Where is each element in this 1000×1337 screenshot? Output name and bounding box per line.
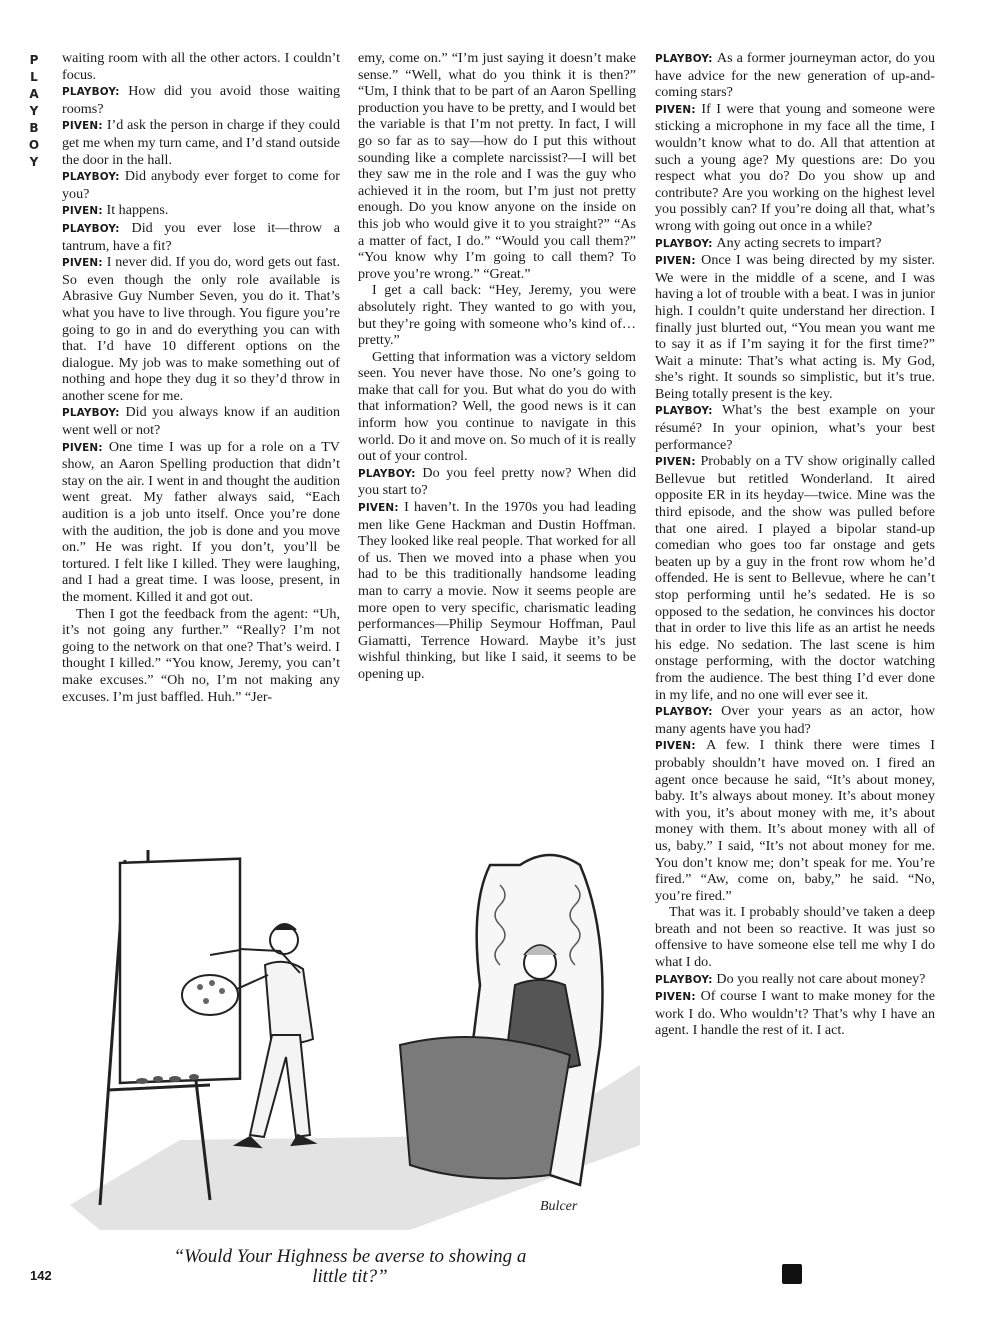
interview-paragraph xyxy=(62,220,340,254)
speaker-label: PIVEN: xyxy=(655,255,696,268)
cartoonist-signature: Bulcer xyxy=(540,1199,578,1214)
side-brand-letter: P xyxy=(29,53,39,67)
text-column-1 xyxy=(62,50,340,705)
canvas-board xyxy=(120,859,240,1083)
interview-paragraph xyxy=(655,453,935,703)
interview-paragraph xyxy=(358,50,636,282)
page-number: 142 xyxy=(30,1268,52,1283)
cartoon-illustration xyxy=(60,805,640,1230)
speaker-label: PLAYBOY: xyxy=(655,706,713,719)
paragraph-text: It happens. xyxy=(106,202,169,219)
interview-paragraph xyxy=(62,404,340,438)
interview-paragraph xyxy=(358,282,636,348)
interview-paragraph xyxy=(655,904,935,970)
speaker-label: PLAYBOY: xyxy=(62,171,120,184)
text-column-3 xyxy=(655,50,935,1039)
side-brand-letter: L xyxy=(30,70,38,84)
side-brand-letter: O xyxy=(28,138,40,152)
interview-paragraph xyxy=(358,499,636,683)
interview-paragraph xyxy=(62,202,340,220)
paragraph-text: emy, come on.” “I’m just saying it doesn’t make sense.” “Well, what do you think it is then?” “Um, I think that to be part of an Aaron Spelling production you have to be pretty, and I would bet the variable is that I’m not pretty. In fact, I will go so far as to say—how do I put this without sounding like a complete narcissist?—I will bet they saw me in the role and I was the guy who achieved it in the room, but I’m just not pretty enough. Do you know anyone on the inside on this job who would give it to you straight?” “As a matter of fact, I do.” “Would you call them?” “You know why I’m going to call them? To prove you’re wrong.” “Great.” xyxy=(358,50,636,282)
interview-paragraph xyxy=(62,254,340,404)
paragraph-text: I’d ask the person in charge if they could get me when my turn came, and I’d stand outside the door in the hall. xyxy=(62,117,340,168)
speaker-label: PLAYBOY: xyxy=(655,237,713,250)
speaker-label: PIVEN: xyxy=(655,456,696,469)
paragraph-text: Of course I want to make money for the work I do. Who wouldn’t? That’s why I have an agent. I handle the rest of it. I act. xyxy=(655,988,935,1039)
paragraph-text: How did you avoid those waiting rooms? xyxy=(62,83,340,117)
interview-paragraph xyxy=(62,83,340,117)
speaker-label: PLAYBOY: xyxy=(62,86,120,99)
paragraph-text: If I were that young and someone were sticking a microphone in my face all the time, I wouldn’t know what to do. All that attention at such a young age? My questions are: Do you respect what you do? Do you show up and contribute? Are you working on the highest level you possibly can? If you’re doing all that, what’s wrong with going out once in a while? xyxy=(655,100,935,234)
speaker-label: PLAYBOY: xyxy=(62,222,120,235)
speaker-label: PIVEN: xyxy=(62,120,103,133)
speaker-label: PIVEN: xyxy=(62,257,103,270)
speaker-label: PIVEN: xyxy=(655,991,696,1004)
interview-paragraph xyxy=(62,439,340,606)
interview-paragraph xyxy=(655,235,935,253)
queen-blanket xyxy=(400,1037,570,1178)
speaker-label: PLAYBOY: xyxy=(655,53,713,65)
interview-paragraph xyxy=(655,50,935,101)
interview-paragraph xyxy=(655,988,935,1039)
interview-paragraph xyxy=(358,349,636,465)
paragraph-text: Did you always know if an audition went well or not? xyxy=(62,404,340,439)
paragraph-text: Do you really not care about money? xyxy=(716,970,926,987)
speaker-label: PLAYBOY: xyxy=(358,467,416,480)
paragraph-text: I get a call back: “Hey, Jeremy, you were absolutely right. They wanted to go with you, but they’re going with someone who’s kind of…pretty.” xyxy=(358,282,636,349)
paragraph-text: Over your years as an actor, how many agents have you had? xyxy=(655,703,935,737)
interview-paragraph xyxy=(62,168,340,202)
speaker-label: PIVEN: xyxy=(62,441,103,454)
rabbit-head-end-mark xyxy=(782,1264,802,1284)
paragraph-text: That was it. I probably should’ve taken a deep breath and not been so reactive. It was just so offensive to have someone else tell me why I do what I do. xyxy=(655,904,935,971)
side-brand-letter: Y xyxy=(29,155,39,169)
interview-paragraph xyxy=(358,465,636,499)
speaker-label: PIVEN: xyxy=(655,103,696,116)
paragraph-text: Did anybody ever forget to come for you? xyxy=(62,168,340,202)
magazine-side-brand xyxy=(27,52,41,171)
side-brand-letter: B xyxy=(29,121,39,135)
interview-paragraph xyxy=(655,971,935,989)
interview-paragraph xyxy=(655,252,935,402)
paragraph-text: As a former journeyman actor, do you have advice for the new generation of up-and-coming stars? xyxy=(655,50,935,101)
paragraph-text: Did you ever lose it—throw a tantrum, have a fit? xyxy=(62,219,340,254)
paragraph-text: Then I got the feedback from the agent: “Uh, it’s not going any further.” “Really? I’m not going to the network on that one? That’s weird. I thought I killed.” “You know, Jeremy, you can’t make excuses.” “Oh no, I’m not making any excuses. I’m just baffled. Huh.” “Jer- xyxy=(62,605,340,705)
paragraph-text: Getting that information was a victory seldom seen. You never have those. No one’s going to make that call for you. But what do you do with that information? Well, the good news is it can inform how you continue to navigate in this world. Do it and move on. So much of it is really out of your control. xyxy=(358,348,636,465)
interview-paragraph xyxy=(62,50,340,83)
paragraph-text: Any acting secrets to impart? xyxy=(716,234,882,251)
paragraph-text: Do you feel pretty now? When did you start to? xyxy=(358,464,636,499)
speaker-label: PIVEN: xyxy=(655,740,696,753)
side-brand-letter: A xyxy=(29,87,39,101)
side-brand-letter: Y xyxy=(29,104,39,118)
speaker-label: PLAYBOY: xyxy=(655,973,713,986)
interview-paragraph xyxy=(655,402,935,453)
interview-paragraph xyxy=(62,606,340,706)
speaker-label: PLAYBOY: xyxy=(62,407,120,420)
paragraph-text: Probably on a TV show originally called Bellevue but retitled Wonderland. It aired opposite ER in its heyday—twice. Mine was the third episode, and the show was pulled before that one aired. I played a bipolar stand-up comedian who goes too far onstage and gets beaten up by a guy in the front row whom he’d offended. He is sent to Bellevue, where he can’t stop performing until he’s sedated. He is so opposed to the sedation, he convinces his doctor that in order to live this life as an artist he needs his edge. No sedation. The last scene is him onstage performing, with the doctor watching from the audience. The best thing I’d ever done in my life, and no one will ever see it. xyxy=(655,453,935,703)
interview-paragraph xyxy=(655,101,935,235)
paragraph-text: waiting room with all the other actors. I couldn’t focus. xyxy=(62,50,340,83)
interview-paragraph xyxy=(655,703,935,737)
paragraph-text: I haven’t. In the 1970s you had leading men like Gene Hackman and Dustin Hoffman. They looked like real people. That worked for all of us. Then we moved into a phase when you had to be this traditionally handsome leading man to carry a movie. Now it seems people are more open to very specific, charismatic leading performances—Philip Seymour Hoffman, Paul Giamatti, Terrence Howard. Maybe it’s just wishful thinking, but like I said, it seems to be opening up. xyxy=(358,499,636,682)
interview-paragraph xyxy=(62,117,340,168)
paragraph-text: A few. I think there were times I probably shouldn’t have moved on. I fired an agent once because he said, “It’s about money, baby. It’s always about money. It’s about money with you, it’s about money with me, it’s about money with them. It’s about money with all of us, baby.” I said, “It’s not about money for me. You don’t know me; don’t speak for me. You’re fired.” “Aw, come on, baby,” he said. “No, you’re fired.” xyxy=(655,737,935,904)
paragraph-text: One time I was up for a role on a TV show, an Aaron Spelling production that didn’t stay on the air. I went in and thought the audition went great. My father always said, “Each audition is a job unto itself. Once you’re done with the audition, the job is done and you move on.” He was right. If you don’t, you’ll be tortured. I felt like I killed. They were laughing, and I had a great time. I was loose, present, in the moment. Killed it and got out. xyxy=(62,438,340,605)
paragraph-text: What’s the best example on your résumé? In your opinion, what’s your best performance? xyxy=(655,402,935,453)
speaker-label: PLAYBOY: xyxy=(655,405,713,418)
paragraph-text: I never did. If you do, word gets out fast. So even though the only role available is Abrasive Guy Number Seven, you do it. That’s what you have to live through. You figure you’re going to go in and do everything you can with that. I’d have 10 different options on the dialogue. My job was to make something out of nothing and hope they dug it so they’d throw in another scene for me. xyxy=(62,254,340,404)
text-column-2 xyxy=(358,50,636,683)
speaker-label: PIVEN: xyxy=(62,205,103,218)
cartoon-caption: “Would Your Highness be averse to showing a little tit?” xyxy=(173,1246,527,1287)
speaker-label: PIVEN: xyxy=(358,502,399,515)
interview-paragraph xyxy=(655,737,935,904)
paragraph-text: Once I was being directed by my sister. We were in the middle of a scene, and I was having a lot of trouble with a beat. I was in junior high. I couldn’t quite understand her direction. I finally just blurted out, “You mean you want me to say it as if I’m saying it for the first time?” Wait a minute: That’s what acting is. My God, she’s right. It sounds so simplistic, but it’s true. Being totally present is the key. xyxy=(655,252,935,402)
